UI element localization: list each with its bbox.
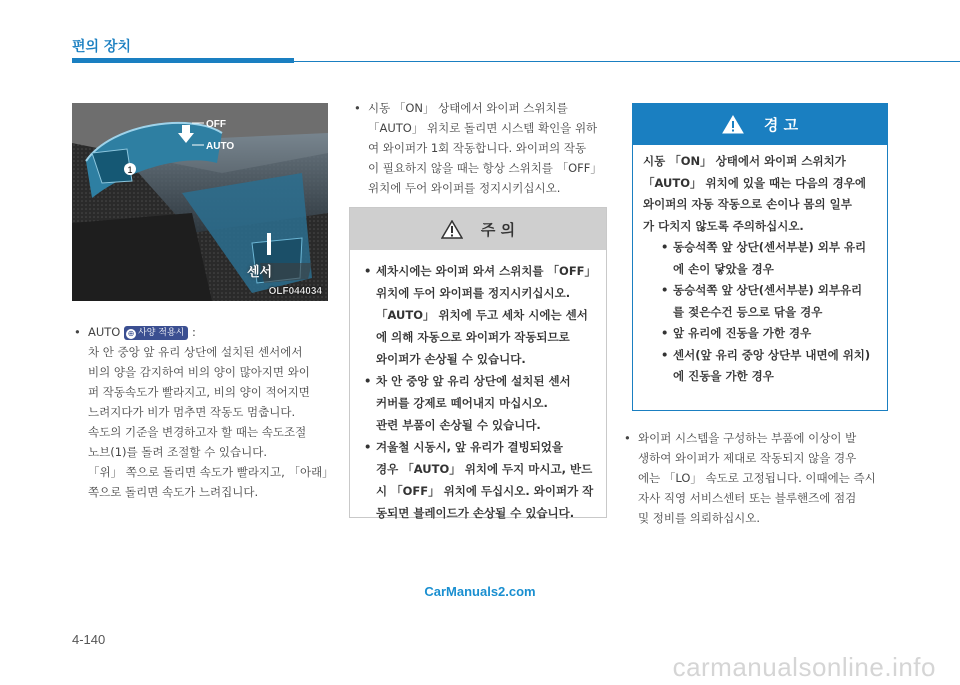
warning-intro-line: 시동 「ON」 상태에서 와이퍼 스위치가 bbox=[643, 154, 846, 168]
warning-triangle-icon bbox=[441, 220, 463, 239]
caution-line: 시 「OFF」 위치에 두십시오. 와이퍼가 작 bbox=[376, 484, 594, 498]
warning-title: 경 고 bbox=[763, 116, 799, 134]
caution-line: 에 의해 자동으로 와이퍼가 작동되므로 bbox=[376, 330, 570, 344]
caution-line: 커버를 강제로 떼어내지 마십시오. bbox=[376, 396, 548, 410]
caution-line: 「AUTO」 위치에 두고 세차 시에는 센서 bbox=[376, 308, 588, 322]
system-check-line: 위치에 두어 와이퍼를 정지시키십시오. bbox=[368, 181, 561, 195]
warning-line: • 앞 유리에 진동을 가한 경우 bbox=[673, 326, 812, 340]
lo-speed-item bbox=[622, 428, 890, 528]
auto-description-line: 비의 양을 감지하여 비의 양이 많아지면 와이 bbox=[88, 365, 310, 379]
system-check-line: 여 와이퍼가 1회 작동합니다. 와이퍼의 작동 bbox=[368, 141, 587, 155]
section-header-title: 편의 장치 bbox=[72, 39, 131, 55]
auto-item bbox=[72, 322, 334, 342]
warning-line: • 동승석쪽 앞 상단(센서부분) 외부유리 bbox=[673, 283, 863, 297]
auto-description-line: 「위」 쪽으로 돌리면 속도가 빨라지고, 「아래」 bbox=[88, 465, 334, 479]
caution-item bbox=[362, 370, 594, 436]
warning-intro-line: 가 다치지 않도록 주의하십시오. bbox=[643, 218, 804, 233]
caution-line: • 세차시에는 와이퍼 와셔 스위치를 「OFF」 bbox=[376, 264, 597, 278]
auto-description-line: 느려지다가 비가 멈추면 작동도 멈춥니다. bbox=[88, 405, 296, 419]
auto-description-line: 쪽으로 돌리면 속도가 느려집니다. bbox=[88, 485, 259, 499]
footer-watermark: carmanualsonline.info bbox=[672, 652, 936, 682]
page-number: 4-140 bbox=[72, 632, 106, 647]
sensor-label: 센서 bbox=[247, 265, 273, 280]
warning-item bbox=[659, 280, 877, 323]
middle-column-text bbox=[352, 98, 614, 198]
warning-list bbox=[643, 237, 877, 388]
caution-line: 경우 「AUTO」 위치에 두지 마시고, 반드 bbox=[376, 462, 593, 476]
lo-speed-line: • 와이퍼 시스템을 구성하는 부품에 이상이 발 bbox=[638, 431, 857, 445]
system-check-line: 이 필요하지 않을 때는 항상 스위치를 「OFF」 bbox=[368, 161, 602, 175]
lo-speed-line: 및 정비를 의뢰하십시오. bbox=[638, 511, 761, 525]
warning-line: • 센서(앞 유리 중앙 상단부 내면에 위치) bbox=[673, 347, 871, 362]
callout-number: 1 bbox=[127, 165, 133, 175]
caution-line: 와이퍼가 손상될 수 있습니다. bbox=[376, 352, 526, 366]
warning-triangle-icon bbox=[722, 115, 744, 134]
header-rule-thin bbox=[294, 61, 960, 62]
auto-description-line: 노브(1)를 돌려 조절할 수 있습니다. bbox=[88, 445, 267, 459]
option-badge bbox=[124, 326, 188, 340]
system-check-item bbox=[352, 98, 614, 198]
left-column-text bbox=[72, 322, 334, 502]
warning-item bbox=[659, 323, 877, 345]
label-off: OFF bbox=[206, 119, 226, 130]
wiper-switch-illustration bbox=[72, 103, 328, 301]
caution-box bbox=[349, 207, 607, 518]
system-check-line: • 시동 「ON」 상태에서 와이퍼 스위치를 bbox=[368, 101, 568, 115]
warning-item bbox=[659, 237, 877, 280]
caution-line: • 차 안 중앙 앞 유리 상단에 설치된 센서 bbox=[376, 374, 571, 388]
caution-item bbox=[362, 436, 594, 524]
auto-description-line: 퍼 작동속도가 빨라지고, 비의 양이 적어지면 bbox=[88, 385, 310, 399]
system-check-line: 「AUTO」 위치로 돌리면 시스템 확인을 위하 bbox=[368, 121, 598, 135]
warning-body bbox=[633, 145, 887, 388]
warning-line: • 동승석쪽 앞 상단(센서부분) 외부 유리 bbox=[673, 240, 867, 254]
watermark-link[interactable]: CarManuals2.com bbox=[424, 584, 536, 599]
caution-line: 동되면 블레이드가 손상될 수 있습니다. bbox=[376, 506, 575, 520]
auto-item-colon: : bbox=[192, 325, 196, 339]
lo-speed-line: 생하여 와이퍼가 제대로 작동되지 않을 경우 bbox=[638, 451, 857, 465]
warning-line: 에 진동을 가한 경우 bbox=[673, 369, 774, 383]
caution-item bbox=[362, 260, 597, 370]
auto-description-line: 속도의 기준을 변경하고자 할 때는 속도조절 bbox=[88, 425, 307, 439]
figure-code: OLF044034 bbox=[268, 286, 322, 297]
wiper-switch-drawing bbox=[72, 103, 328, 301]
option-badge-text: 사양 적용시 bbox=[138, 328, 185, 338]
auto-description bbox=[72, 342, 334, 502]
caution-body bbox=[350, 250, 606, 524]
caution-title: 주 의 bbox=[480, 220, 516, 239]
warning-intro-line: 「AUTO」 위치에 있을 때는 다음의 경우에 bbox=[643, 175, 866, 190]
caution-header bbox=[350, 208, 606, 250]
auto-item-label: AUTO bbox=[88, 325, 121, 339]
caution-line: 관련 부품이 손상될 수 있습니다. bbox=[376, 418, 541, 432]
option-badge-icon: ⊕ bbox=[127, 329, 135, 338]
warning-line: 에 손이 닿았을 경우 bbox=[673, 261, 774, 276]
right-column-text bbox=[622, 428, 890, 528]
warning-header bbox=[633, 104, 887, 145]
lo-speed-line: 에는 「LO」 속도로 고정됩니다. 이때에는 즉시 bbox=[638, 471, 876, 485]
warning-line: 를 젖은수건 등으로 닦을 경우 bbox=[673, 304, 823, 319]
label-auto: AUTO bbox=[206, 141, 235, 152]
warning-box bbox=[632, 103, 888, 411]
header-rule-thick bbox=[72, 58, 294, 63]
warning-intro-line: 와이퍼의 자동 작동으로 손이나 몸의 일부 bbox=[643, 197, 852, 211]
caution-line: 위치에 두어 와이퍼를 정지시키십시오. bbox=[376, 286, 571, 300]
warning-item bbox=[659, 345, 877, 388]
caution-line: • 겨울철 시동시, 앞 유리가 결빙되었을 bbox=[376, 440, 564, 454]
lo-speed-line: 자사 직영 서비스센터 또는 블루핸즈에 점검 bbox=[638, 491, 857, 505]
auto-description-line: 차 안 중앙 앞 유리 상단에 설치된 센서에서 bbox=[88, 345, 303, 359]
